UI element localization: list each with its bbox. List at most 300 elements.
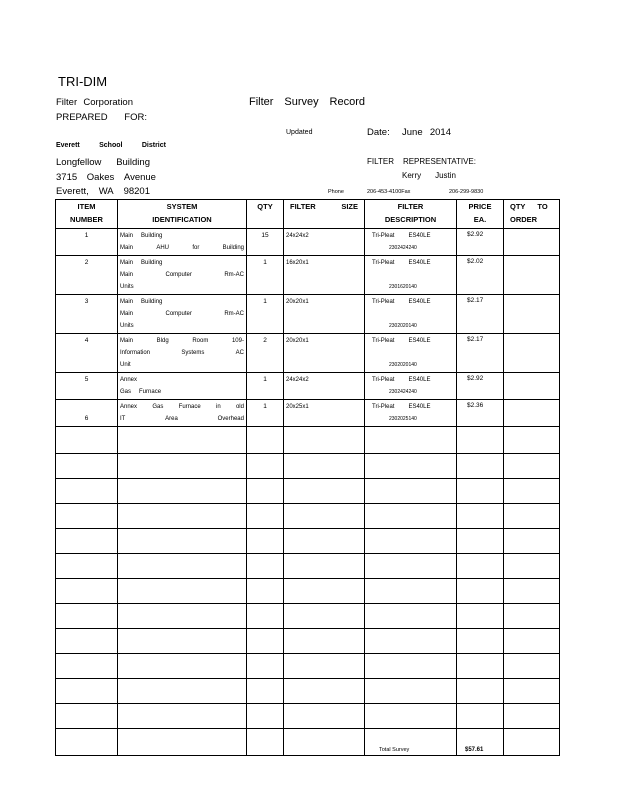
cell-order [504,400,560,427]
cell-system [118,256,247,295]
rep-name-word: Kerry [402,171,422,180]
price-value: $2.92 [467,375,484,382]
system-line [120,269,244,281]
system-line [120,320,244,332]
system-word: Building [141,233,163,239]
filter-size: 16x20x1 [286,260,309,266]
system-word: Information [120,350,151,356]
empty-cell [118,427,247,454]
cell-size [284,295,365,334]
table-row [56,554,560,579]
empty-cell [247,579,284,604]
desc-word: Tri-Pleat [372,260,395,266]
cell-order [504,334,560,373]
date-value [402,127,451,138]
street-word: 3715 [56,172,78,183]
system-word: Main [120,272,134,278]
header-item-l1: ITEM [77,202,96,211]
empty-cell [457,454,504,479]
price-value: $2.02 [467,258,484,265]
cell-qty [247,229,284,256]
empty-cell [365,454,457,479]
form-title [249,96,365,108]
rep-label-word: FILTER [367,157,394,166]
item-number: 6 [84,415,89,422]
qty-value: 1 [263,403,267,410]
table-row [56,479,560,504]
header-description [365,200,457,229]
table-row [56,629,560,654]
price-value: $2.36 [467,402,484,409]
empty-cell [365,554,457,579]
empty-cell [457,704,504,729]
cell-description [365,373,457,400]
total-label: Total Survey [379,747,410,753]
system-word: Rm-AC [224,272,244,278]
cell-system [118,373,247,400]
product-code: 2302020140 [389,323,417,329]
item-number: 1 [84,232,89,239]
cell-price [457,229,504,256]
empty-cell [504,427,560,454]
empty-cell [56,504,118,529]
empty-cell [457,604,504,629]
cell-system [118,334,247,373]
cell-qty [247,256,284,295]
empty-cell [365,479,457,504]
empty-cell [457,654,504,679]
desc-word: Tri-Pleat [372,299,395,305]
empty-cell [247,454,284,479]
empty-cell [247,654,284,679]
cell-system [118,229,247,256]
empty-cell [118,654,247,679]
title-word: Survey [284,96,319,108]
cell-item [56,373,118,400]
cell-order [504,295,560,334]
total-row [56,729,560,756]
street-line [56,172,156,183]
system-line [120,230,244,242]
header-size: SIZE [341,202,358,211]
cell-item [56,334,118,373]
empty-cell [56,679,118,704]
empty-cell [457,427,504,454]
cell-size [284,373,365,400]
system-word: Unit [120,362,131,368]
empty-cell [247,629,284,654]
price-value: $2.17 [467,297,484,304]
city-line [56,186,150,197]
product-code: 2302020140 [389,362,417,368]
table-row [56,295,560,334]
system-word: Rm-AC [224,311,244,317]
empty-cell [457,629,504,654]
empty-cell [118,529,247,554]
filter-size: 20x20x1 [286,299,309,305]
system-line [120,347,244,359]
qty-value: 1 [263,298,267,305]
item-number: 4 [84,337,89,344]
empty-cell [504,704,560,729]
system-word: Main [120,233,134,239]
empty-cell [56,454,118,479]
rep-name [402,171,456,180]
prepared-word: FOR: [124,112,147,123]
desc-word: ES40LE [408,404,431,410]
system-word: old [235,404,244,410]
rep-label-word: REPRESENTATIVE: [402,157,476,166]
title-word: Record [329,96,365,108]
company-name: TRI-DIM [58,74,108,89]
system-line [120,359,244,371]
cell-item [56,295,118,334]
cell-description [365,229,457,256]
city-word: WA [98,186,114,197]
table-header-row [56,200,560,229]
empty-cell [457,679,504,704]
cell-qty [247,373,284,400]
table-row [56,373,560,400]
company-word: Filter [56,97,78,108]
header-desc-l1: FILTER [397,202,424,211]
empty-cell [457,554,504,579]
rep-label [367,157,476,166]
desc-word: ES40LE [408,299,431,305]
system-word: Building [141,299,163,305]
empty-cell [504,554,560,579]
header-qty [247,200,284,229]
empty-cell [247,427,284,454]
empty-cell [118,454,247,479]
table-row [56,654,560,679]
system-word: Main [120,311,134,317]
empty-cell [365,529,457,554]
price-value: $2.92 [467,231,484,238]
empty-cell [247,704,284,729]
cell-price [457,334,504,373]
table-row [56,529,560,554]
system-word: Building [141,260,163,266]
cell-size [284,256,365,295]
empty-cell [284,729,365,756]
cell-total-label [365,729,457,756]
empty-cell [247,529,284,554]
empty-cell [118,479,247,504]
header-system [118,200,247,229]
system-word: for [192,245,200,251]
item-number: 3 [84,298,89,305]
system-line [120,386,244,398]
cell-size [284,334,365,373]
empty-cell [56,604,118,629]
empty-cell [284,679,365,704]
item-number: 2 [84,259,89,266]
system-word: Computer [165,311,192,317]
header-price-l1: PRICE [468,202,492,211]
empty-cell [504,679,560,704]
rep-name-word: Justin [435,171,456,180]
customer-word: School [99,142,123,149]
empty-cell [284,604,365,629]
empty-cell [247,504,284,529]
empty-cell [56,729,118,756]
qty-value: 1 [263,376,267,383]
cell-qty [247,400,284,427]
cell-system [118,400,247,427]
empty-cell [284,529,365,554]
empty-cell [365,427,457,454]
empty-cell [56,427,118,454]
cell-order [504,373,560,400]
empty-cell [284,704,365,729]
cell-price [457,295,504,334]
fax-number: 206-299-9830 [449,189,484,195]
product-code: 2302424240 [389,245,417,251]
phone-number: 206-453-4100Fax [367,189,411,195]
cell-price [457,400,504,427]
system-line [120,242,244,254]
company-word: Corporation [83,97,133,108]
system-word: Systems [181,350,205,356]
cell-item [56,400,118,427]
empty-cell [56,529,118,554]
empty-cell [504,629,560,654]
system-line [120,413,244,425]
table-row [56,504,560,529]
qty-value: 1 [263,259,267,266]
empty-cell [118,554,247,579]
system-word: Main [120,245,134,251]
header-order-to: TO [537,202,548,211]
system-line [120,257,244,269]
company-line2 [56,97,133,108]
street-word: Avenue [123,172,156,183]
prepared-for-label [56,112,147,123]
empty-cell [247,479,284,504]
prepared-word: PREPARED [56,112,108,123]
empty-cell [457,479,504,504]
system-word: Units [120,323,134,329]
system-word: Computer [165,272,192,278]
total-value: $57.61 [465,747,484,753]
city-word: Everett, [56,186,89,197]
header-item-l2: NUMBER [70,215,103,224]
system-word: Bldg [156,338,169,344]
header-filter-size [284,200,365,229]
survey-table [55,199,560,756]
system-word: Area [165,416,178,422]
header-order-qty: QTY [510,202,526,211]
desc-word: ES40LE [408,260,431,266]
title-word: Filter [249,96,274,108]
system-word: Furnace [139,389,162,395]
cell-system [118,295,247,334]
header-order-l2: ORDER [510,215,538,224]
system-word: Units [120,284,134,290]
cell-description [365,334,457,373]
system-word: Furnace [178,404,201,410]
table-row [56,679,560,704]
header-system-l2: IDENTIFICATION [152,215,212,224]
system-word: Annex [120,377,138,383]
empty-cell [118,579,247,604]
customer-word: Everett [56,142,80,149]
phone-label: Phone [328,189,344,195]
empty-cell [56,629,118,654]
date-label: Date: [367,127,390,138]
product-code: 2302025140 [389,416,417,422]
header-price [457,200,504,229]
empty-cell [365,579,457,604]
building-word: Longfellow [56,157,102,168]
customer-name [56,142,166,149]
empty-cell [247,554,284,579]
cell-price [457,373,504,400]
empty-cell [504,529,560,554]
desc-word: ES40LE [408,377,431,383]
empty-cell [118,604,247,629]
header-system-l1: SYSTEM [166,202,198,211]
system-word: Gas [120,389,132,395]
system-word: AHU [156,245,169,251]
empty-cell [56,654,118,679]
cell-item [56,229,118,256]
cell-description [365,295,457,334]
desc-word: ES40LE [408,233,431,239]
empty-cell [56,579,118,604]
empty-cell [457,579,504,604]
table-row [56,427,560,454]
header-order [504,200,560,229]
qty-value: 15 [261,232,269,239]
empty-cell [284,479,365,504]
cell-price [457,256,504,295]
empty-cell [365,654,457,679]
empty-cell [56,554,118,579]
table-row [56,229,560,256]
empty-cell [56,479,118,504]
qty-value: 2 [263,337,267,344]
filter-size: 20x20x1 [286,338,309,344]
empty-cell [247,679,284,704]
empty-cell [284,579,365,604]
cell-size [284,229,365,256]
desc-word: Tri-Pleat [372,377,395,383]
system-word: IT [120,416,126,422]
system-line [120,335,244,347]
desc-word: Tri-Pleat [372,233,395,239]
cell-item [56,256,118,295]
building-word: Building [116,157,150,168]
empty-cell [365,704,457,729]
cell-total-value [457,729,504,756]
cell-order [504,229,560,256]
system-word: AC [235,350,244,356]
desc-word: Tri-Pleat [372,404,395,410]
system-word: Gas [152,404,164,410]
empty-cell [118,729,247,756]
desc-word: ES40LE [408,338,431,344]
customer-word: District [141,142,166,149]
table-row [56,400,560,427]
empty-cell [247,604,284,629]
empty-cell [504,454,560,479]
city-word: 98201 [123,186,150,197]
filter-size: 24x24x2 [286,377,309,383]
empty-cell [118,679,247,704]
header-item [56,200,118,229]
empty-cell [284,427,365,454]
empty-cell [457,529,504,554]
system-word: Main [120,260,134,266]
header-price-l2: EA. [473,215,487,224]
empty-cell [365,504,457,529]
system-line [120,401,244,413]
table-row [56,334,560,373]
header-desc-l2: DESCRIPTION [384,215,437,224]
system-word: Room [192,338,209,344]
empty-cell [504,479,560,504]
building-line [56,157,150,168]
date-month: June [402,127,423,138]
empty-cell [365,629,457,654]
system-word: Annex [120,404,138,410]
system-word: in [215,404,221,410]
empty-cell [284,454,365,479]
system-word: Overhead [217,416,244,422]
empty-cell [284,629,365,654]
system-line [120,296,244,308]
header-qty-l1: QTY [257,202,273,211]
street-word: Oakes [86,172,115,183]
date-year: 2014 [429,127,451,138]
cell-description [365,400,457,427]
system-word: 109- [231,338,244,344]
filter-size: 24x24x2 [286,233,309,239]
system-word: Building [222,245,244,251]
header-filter: FILTER [290,202,316,211]
empty-cell [504,579,560,604]
product-code: 2302424240 [389,389,417,395]
cell-order [504,256,560,295]
cell-description [365,256,457,295]
filter-size: 20x25x1 [286,404,309,410]
empty-cell [457,504,504,529]
empty-cell [504,654,560,679]
empty-cell [56,704,118,729]
table-row [56,454,560,479]
desc-word: Tri-Pleat [372,338,395,344]
system-word: Main [120,299,134,305]
empty-cell [247,729,284,756]
empty-cell [365,679,457,704]
empty-cell [365,604,457,629]
cell-qty [247,295,284,334]
empty-cell [284,504,365,529]
updated-label: Updated [286,129,313,136]
table-row [56,579,560,604]
table-row [56,256,560,295]
system-line [120,374,244,386]
cell-qty [247,334,284,373]
system-word: Main [120,338,134,344]
empty-cell [284,554,365,579]
empty-cell [284,654,365,679]
item-number: 5 [84,376,89,383]
product-code: 2301620140 [389,284,417,290]
empty-cell [504,604,560,629]
